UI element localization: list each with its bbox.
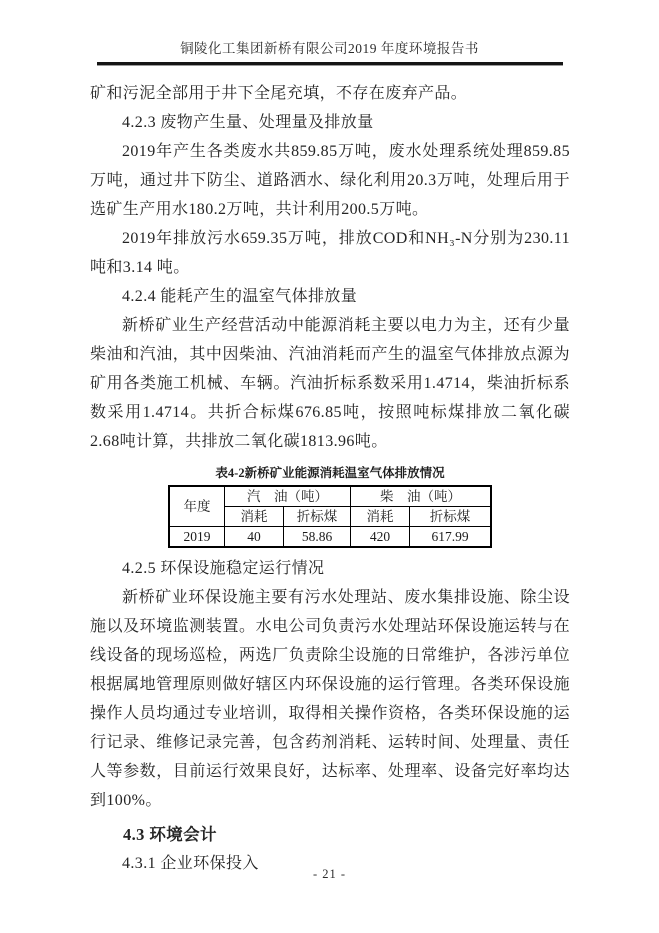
page-footer [0, 867, 659, 882]
table-subheader-diesel-consumption: 消耗 [351, 507, 410, 527]
table-header-row [169, 486, 491, 507]
table-header-diesel: 柴 油（吨） [351, 486, 492, 507]
table-header-year: 年度 [169, 486, 225, 527]
heading-4-2-4: 4.2.4 能耗产生的温室气体排放量 [122, 288, 358, 305]
page-number: - 21 - [312, 867, 347, 881]
cell-gasoline-coal-equivalent: 58.86 [284, 527, 351, 548]
table-caption: 表4-2新桥矿业能源消耗温室气体排放情况 [215, 466, 445, 480]
table-header-gasoline: 汽 油（吨） [225, 486, 351, 507]
heading-4-3: 4.3 环境会计 [123, 825, 217, 844]
paragraph-facilities: 新桥矿业环保设施主要有污水处理站、废水集排设施、除尘设施以及环境监测装置。水电公司负责污水处理站环保设施运转与在线设备的现场巡检，两选厂负责除尘设施的日常维护，各涉污单位根据属地管理原则做好辖区内环保设施的运行管理。各类环保设施操作人员均通过专业培训，取得相关操作资格，各类环保设施的运行记录、维修记录完善，包含药剂消耗、运转时间、处理量、责任人等参数，目前运行效果良好，达标率、处理率、设备完好率均达到100%。 [90, 589, 570, 809]
table-subheader-gasoline-consumption: 消耗 [225, 507, 284, 527]
cell-year: 2019 [169, 527, 225, 548]
heading-4-3-1: 4.3.1 企业环保投入 [122, 855, 259, 872]
heading-4-2-5: 4.2.5 环保设施稳定运行情况 [122, 560, 325, 577]
heading-4-2-3: 4.2.3 废物产生量、处理量及排放量 [122, 114, 374, 131]
cell-diesel-consumption: 420 [351, 527, 410, 548]
table-subheader-diesel-coal-equivalent: 折标煤 [410, 507, 492, 527]
cell-gasoline-consumption: 40 [225, 527, 284, 548]
paragraph-tailings: 矿和污泥全部用于井下全尾充填，不存在废弃产品。 [90, 85, 468, 102]
header-title: 铜陵化工集团新桥有限公司2019 年度环境报告书 [180, 41, 479, 56]
emissions-table [168, 485, 492, 548]
cell-diesel-coal-equivalent: 617.99 [410, 527, 492, 548]
paragraph-energy: 新桥矿业生产经营活动中能源消耗主要以电力为主，还有少量柴油和汽油，其中因柴油、汽油消耗而产生的温室气体排放点源为矿用各类施工机械、车辆。汽油折标系数采用1.4714，柴油折标系数采用1.4714。共折合标煤676.85吨，按照吨标煤排放二氧化碳2.68吨计算，共排放二氧化碳1813.96吨。 [90, 317, 570, 450]
paragraph-discharge: 2019年排放污水659.35万吨，排放COD和NH₃-N分别为230.11 吨和3.14 吨。 [90, 230, 570, 276]
page-header [0, 0, 659, 66]
table-row [169, 527, 491, 548]
table-subheader-gasoline-coal-equivalent: 折标煤 [284, 507, 351, 527]
document-body [0, 66, 659, 878]
paragraph-wastewater: 2019年产生各类废水共859.85万吨，废水处理系统处理859.85万吨，通过井下防尘、道路洒水、绿化利用20.3万吨，处理后用于选矿生产用水180.2万吨，共计利用200.5万吨。 [90, 143, 570, 218]
